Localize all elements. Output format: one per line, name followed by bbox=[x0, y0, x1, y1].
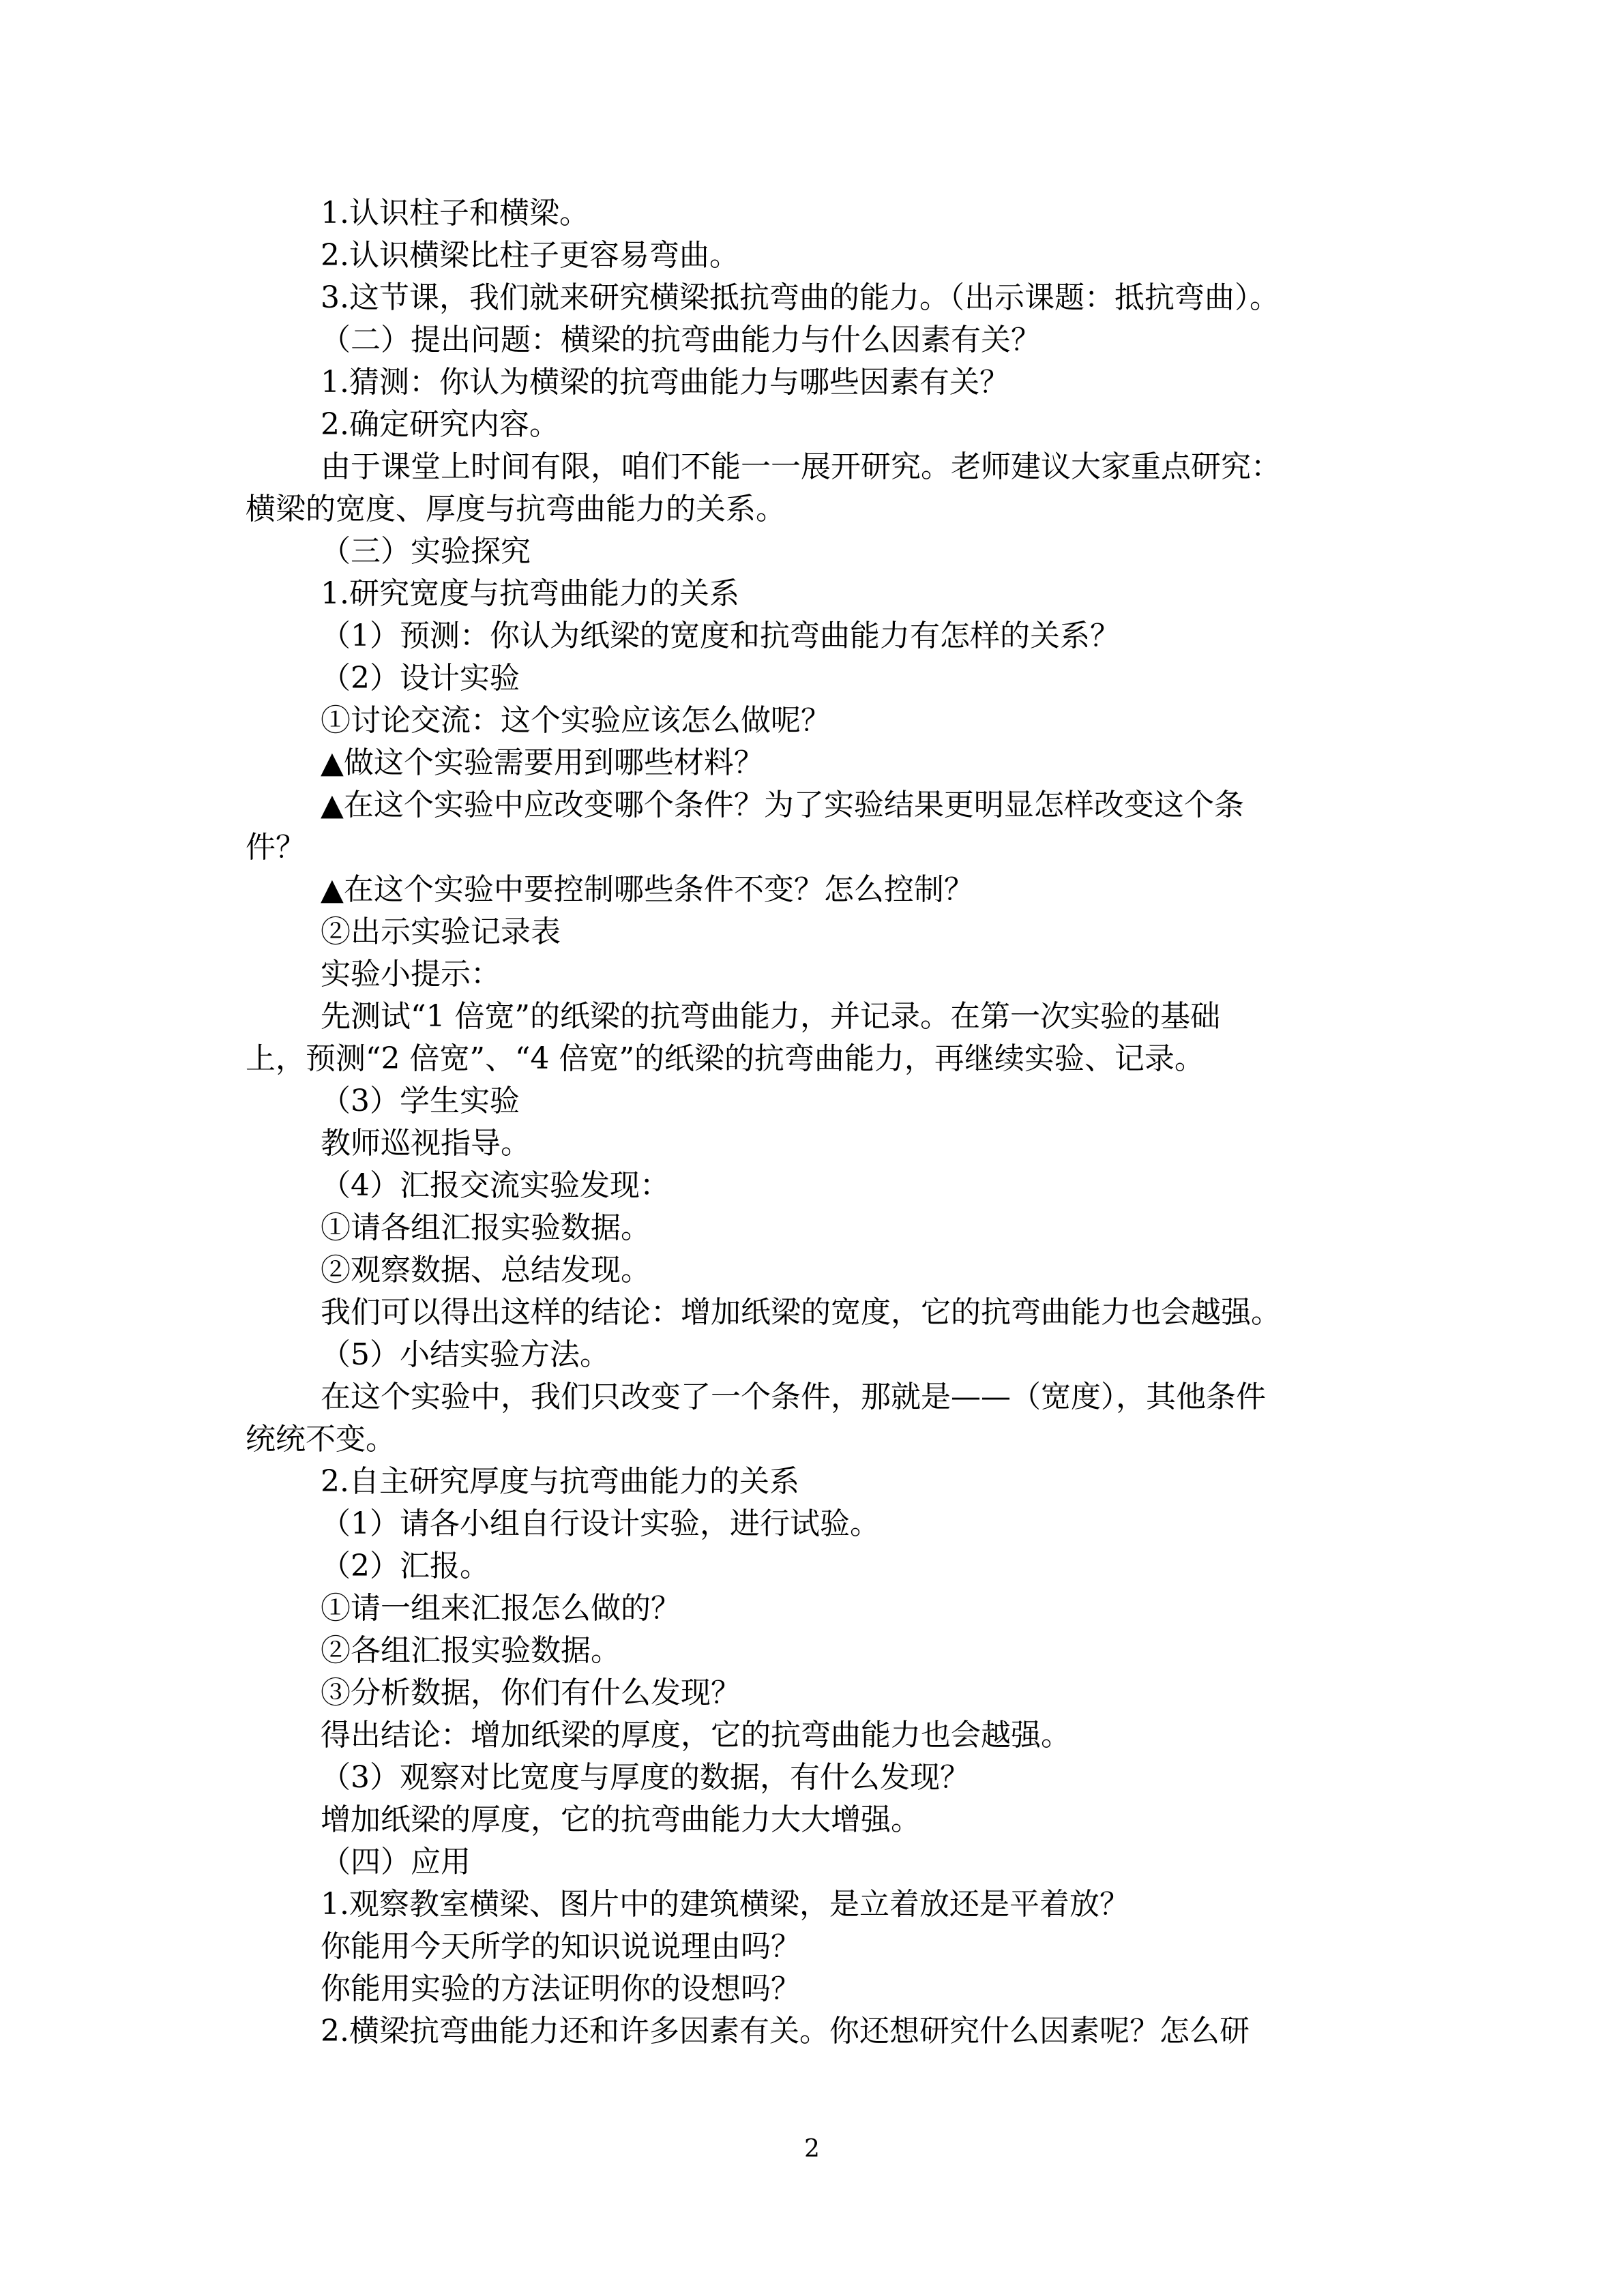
text-line: （四）应用 bbox=[321, 1845, 471, 1879]
text-line: 增加纸梁的厚度，它的抗弯曲能力大大增强。 bbox=[321, 1802, 921, 1837]
text-line: 在这个实验中，我们只改变了一个条件，那就是——（宽度），其他条件 bbox=[321, 1380, 1266, 1414]
text-line: 先测试“1 倍宽”的纸梁的抗弯曲能力，并记录。在第一次实验的基础 bbox=[321, 999, 1220, 1034]
text-line: （1）请各小组自行设计实验，进行试验。 bbox=[321, 1506, 880, 1541]
text-line: 1.认识柱子和横梁。 bbox=[321, 196, 589, 230]
page-number: 2 bbox=[804, 2135, 820, 2163]
text-line: 你能用实验的方法证明你的设想吗？ bbox=[321, 1971, 801, 2006]
text-line: （三）实验探究 bbox=[321, 534, 531, 569]
text-line: ②观察数据、总结发现。 bbox=[321, 1253, 651, 1287]
text-line: 2.横梁抗弯曲能力还和许多因素有关。你还想研究什么因素呢？怎么研 bbox=[321, 2014, 1250, 2048]
text-line: 件？ bbox=[246, 830, 306, 865]
text-line: ②各组汇报实验数据。 bbox=[321, 1633, 621, 1668]
text-line: 我们可以得出这样的结论：增加纸梁的宽度，它的抗弯曲能力也会越强。 bbox=[321, 1295, 1281, 1330]
text-line: 1.观察教室横梁、图片中的建筑横梁，是立着放还是平着放？ bbox=[321, 1887, 1130, 1922]
text-line: （二）提出问题：横梁的抗弯曲能力与什么因素有关？ bbox=[321, 323, 1041, 357]
text-line: 2.确定研究内容。 bbox=[321, 407, 559, 442]
text-line: 2.认识横梁比柱子更容易弯曲。 bbox=[321, 238, 739, 273]
text-line: ①请一组来汇报怎么做的？ bbox=[321, 1591, 681, 1626]
text-line: ②出示实验记录表 bbox=[321, 914, 561, 949]
text-line: 3.这节课，我们就来研究横梁抵抗弯曲的能力。（出示课题：抵抗弯曲）。 bbox=[321, 280, 1280, 315]
text-line: （4）汇报交流实验发现： bbox=[321, 1168, 670, 1203]
text-line: 得出结论：增加纸梁的厚度，它的抗弯曲能力也会越强。 bbox=[321, 1718, 1071, 1753]
text-line: ①请各组汇报实验数据。 bbox=[321, 1210, 651, 1245]
text-line: 统统不变。 bbox=[246, 1422, 396, 1457]
text-line: ▲做这个实验需要用到哪些材料？ bbox=[321, 745, 764, 780]
text-line: ①讨论交流：这个实验应该怎么做呢？ bbox=[321, 703, 831, 738]
text-line: （3）学生实验 bbox=[321, 1084, 520, 1118]
text-line: 由于课堂上时间有限，咱们不能一一展开研究。老师建议大家重点研究： bbox=[321, 449, 1281, 484]
text-line: 1.猜测：你认为横梁的抗弯曲能力与哪些因素有关？ bbox=[321, 365, 1009, 400]
text-line: 你能用今天所学的知识说说理由吗？ bbox=[321, 1929, 801, 1964]
text-line: 2.自主研究厚度与抗弯曲能力的关系 bbox=[321, 1464, 799, 1499]
text-line: 1.研究宽度与抗弯曲能力的关系 bbox=[321, 576, 739, 611]
text-line: （3）观察对比宽度与厚度的数据，有什么发现？ bbox=[321, 1760, 970, 1795]
text-line: （1）预测：你认为纸梁的宽度和抗弯曲能力有怎样的关系？ bbox=[321, 618, 1120, 653]
text-line: 教师巡视指导。 bbox=[321, 1126, 531, 1161]
text-line: ③分析数据，你们有什么发现？ bbox=[321, 1675, 741, 1710]
text-line: ▲在这个实验中应改变哪个条件？为了实验结果更明显怎样改变这个条 bbox=[321, 788, 1244, 822]
text-line: 上，预测“2 倍宽”、“4 倍宽”的纸梁的抗弯曲能力，再继续实验、记录。 bbox=[246, 1041, 1205, 1076]
text-line: （2）汇报。 bbox=[321, 1549, 490, 1583]
text-line: 实验小提示： bbox=[321, 957, 501, 992]
text-line: （5）小结实验方法。 bbox=[321, 1337, 610, 1372]
text-line: ▲在这个实验中要控制哪些条件不变？怎么控制？ bbox=[321, 872, 974, 907]
text-line: （2）设计实验 bbox=[321, 661, 520, 696]
text-line: 横梁的宽度、厚度与抗弯曲能力的关系。 bbox=[246, 492, 786, 526]
document-body bbox=[246, 192, 1357, 2053]
